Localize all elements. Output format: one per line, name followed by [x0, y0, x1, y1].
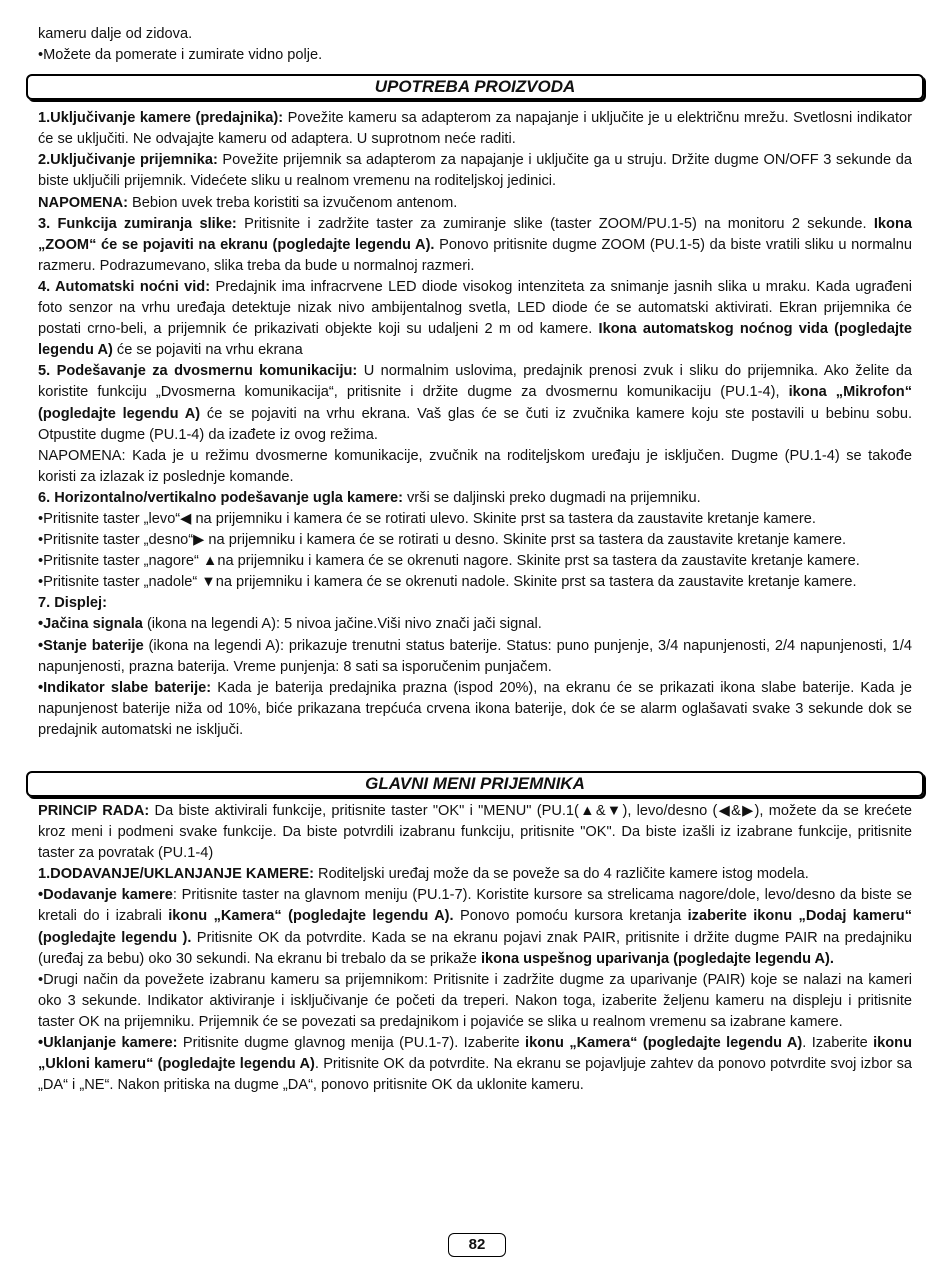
bullet-item: •Dodavanje kamere: Pritisnite taster na glavnom meniju (PU.1-7). Koristite kursore sa strelicama nagore/dole, levo/desno da biste se kretali do i izabrali ikonu „Kamera“ (pogledajte legendu A). Ponovo pomoću kursora kretanja izaberite ikonu „Dodaj kameru“ (pogledajte legendu ). Pritisnite OK da potvrdite. Kada se na ekranu pojavi znak PAIR, pritisnite i držite dugme PAIR na predajniku (uređaj za bebu) oko 30 sekundi. Na ekranu bi trebalo da se prikaže ikona uspešnog uparivanja (pogledajte legendu A). [38, 887, 913, 967]
intro-line: kameru dalje od zidova. [38, 26, 193, 42]
bullet-item: •Drugi način da povežete izabranu kameru sa prijemnikom: Pritisnite i zadržite dugme za uparivanje (PAIR) koje se nalazi na kameri oko 3 sekunde. Indikator aktiviranje i isključivanje će početi da treperi. Nakon toga, izaberite željenu kameru na displeju i pritisnite taster OK na prijemniku. Prijemnik će se povezati sa predajnikom i pojaviće se slika u realnom vremenu sa izabrane kamere. [38, 971, 912, 1030]
paragraph: 3. Funkcija zumiranja slike: Pritisnite i zadržite taster za zumiranje slike (taster ZOOM/PU.1-5) na monitoru 2 sekunde. Ikona „ZOOM“ će se pojaviti na ekranu (pogledajte legendu A). Ponovo pritisnite dugme ZOOM (PU.1-5) da biste vratili sliku u normalnu razmeru. Podrazumevano, slika treba da bude u normalnoj razmeri. [38, 215, 912, 274]
paragraph: 2.Uključivanje prijemnika: Povežite prijemnik sa adapterom za napajanje i uključite ga u struju. Držite dugme ON/OFF 3 sekunde da biste uključili prijemnik. Videćete sliku u realnom vremenu na roditeljskoj jedinici. [38, 152, 912, 190]
paragraph: 5. Podešavanje za dvosmernu komunikaciju: U normalnim uslovima, predajnik prenosi zvuk i sliku do prijemnika. Ako želite da koristite funkciju „Dvosmerna komunikacija“, pritisnite i držite dugme za dvosmernu komunikaciju (PU.1-4), ikona „Mikrofon“ (pogledajte legendu A) će se pojaviti na vrhu ekrana. Vaš glas će se čuti iz zvučnika kamere koju ste postavili u bebinu sobu. Otpustite dugme (PU.1-4) da izađete iz ovog režima. [38, 363, 912, 443]
page-number: 82 [448, 1233, 506, 1257]
paragraph: 1.Uključivanje kamere (predajnika): Povežite kameru sa adapterom za napajanje i uključite je u električnu mrežu. Svetlosni indikator će se uključiti. Ne odvajajte kameru od adaptera. U suprotnom neće raditi. [38, 110, 912, 148]
section-title: GLAVNI MENI PRIJEMNIKA [26, 771, 924, 797]
bullet-item: •Pritisnite taster „desno“▶ na prijemniku i kamera će se rotirati u desno. Skinite prst sa tastera da zaustavite kretanje kamere. [38, 532, 846, 549]
paragraph: 4. Automatski noćni vid: Predajnik ima infracrvene LED diode visokog intenziteta za snimanje jasnih slika u mraku. Kada ugrađeni foto senzor na vrhu uređaja detektuje nizak nivo ambijentalnog svetla, LED diode će se automatski aktivirati. Ekran prijemnika će postati crno-beli, a prijemnik će prikazivati objekte koji su udaljeni 2 m od kamere. Ikona automatskog noćnog vida (pogledajte legendu A) će se pojaviti na vrhu ekrana [38, 278, 913, 359]
bullet-item: •Pritisnite taster „nagore“ ▲na prijemniku i kamera će se okrenuti nagore. Skinite prst sa tastera da zaustavite kretanje kamere. [38, 553, 860, 570]
bullet-item: •Pritisnite taster „levo“◀ na prijemniku i kamera će se rotirati ulevo. Skinite prst sa tastera da zaustavite kretanje kamere. [38, 510, 816, 527]
paragraph: 6. Horizontalno/vertikalno podešavanje ugla kamere: vrši se daljinski preko dugmadi na prijemniku. [38, 489, 701, 506]
paragraph: PRINCIP RADA: Da biste aktivirali funkcije, pritisnite taster "OK" i "MENU" (PU.1(▲&▼), levo/desno (◀&▶), možete da se krećete kroz meni i podmeni svake funkcije. Da biste potvrdili izabranu funkciju, pritisnite "OK". Da biste izašli iz izabrane funkcije, pritisnite taster za povratak (PU.1-4) [38, 803, 912, 862]
paragraph: NAPOMENA: Bebion uvek treba koristiti sa izvučenom antenom. [38, 194, 458, 211]
intro-line: •Možete da pomerate i zumirate vidno polje. [38, 47, 323, 64]
paragraph: 7. Displej: [38, 595, 107, 612]
bullet-item: •Uklanjanje kamere: Pritisnite dugme glavnog menija (PU.1-7). Izaberite ikonu „Kamera“ (pogledajte legendu A). Izaberite ikonu „Ukloni kameru“ (pogledajte legendu A). Pritisnite OK da potvrdite. Na ekranu se pojavljuje zahtev da ponovo potvrdite svoj izbor sa „DA“ i „NE“. Nakon pritiska na dugme „DA“, ponovo pritisnite OK da uklonite kameru. [38, 1035, 912, 1094]
paragraph: 1.DODAVANJE/UKLANJANJE KAMERE: Roditeljski uređaj može da se poveže sa do 4 različite kamere istog modela. [38, 866, 809, 883]
paragraph: NAPOMENA: Kada je u režimu dvosmerne komunikacije, zvučnik na roditeljskom uređaju je isključen. Dugme (PU.1-4) se takođe koristi za izlazak iz poslednje komande. [38, 447, 912, 485]
section-title: UPOTREBA PROIZVODA [26, 74, 924, 100]
bullet-item: •Pritisnite taster „nadole“ ▼na prijemniku i kamera će se okrenuti nadole. Skinite prst sa tastera da zaustavite kretanje kamere. [38, 574, 857, 591]
bullet-item: •Jačina signala (ikona na legendi A): 5 nivoa jačine.Viši nivo znači jači signal. [38, 616, 542, 633]
document-page [38, 24, 912, 1096]
bullet-item: •Indikator slabe baterije: Kada je baterija predajnika prazna (ispod 20%), na ekranu će se prikazati ikona slabe baterije. Kada je napunjenost baterije niža od 10%, biće prikazana trepćuća crvena ikona baterije, dok će se alarm oglašavati svake 3 sekunde dok se predajnik automatski ne isključi. [38, 679, 913, 738]
bullet-item: •Stanje baterije (ikona na legendi A): prikazuje trenutni status baterije. Status: puno punjenje, 3/4 napunjenosti, 2/4 napunjenosti, 1/4 napunjenosti, prazna baterija. Vreme punjenja: 8 sati sa isporučenim punjačem. [38, 637, 912, 675]
